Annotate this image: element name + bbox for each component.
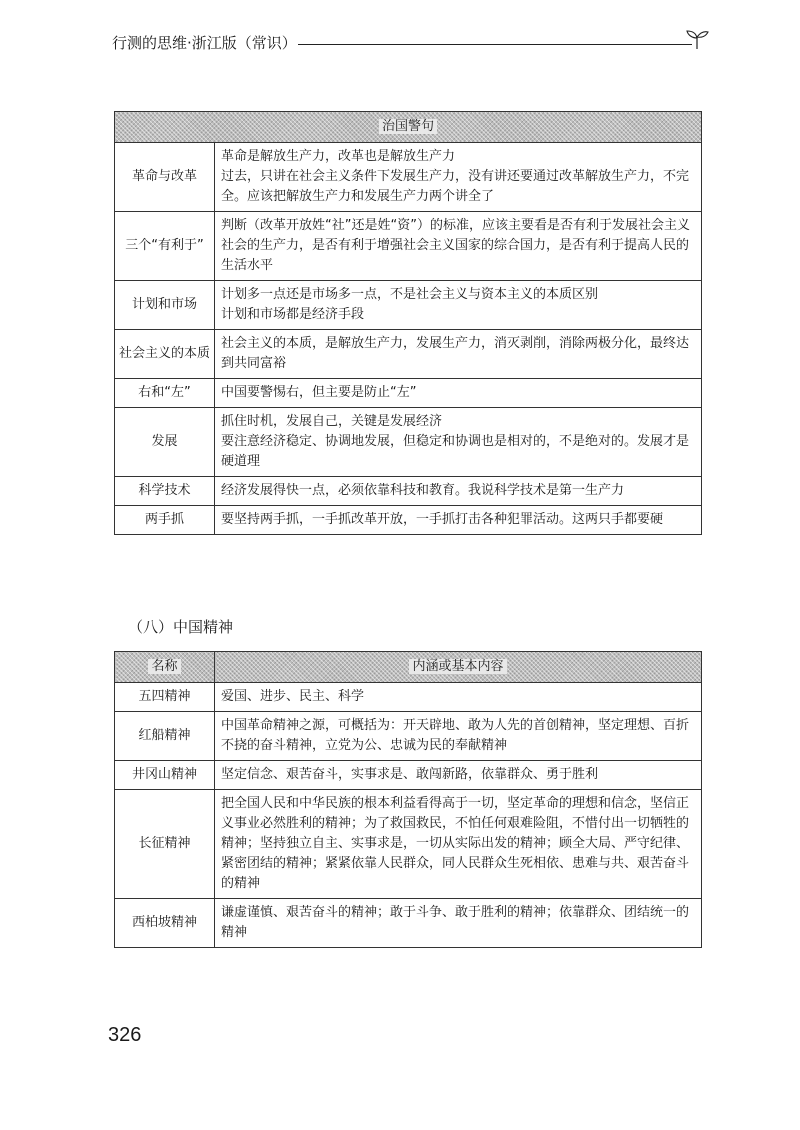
- row-description: [215, 212, 702, 281]
- row-description: [215, 330, 702, 379]
- description-line: 计划和市场都是经济手段: [221, 307, 365, 322]
- row-description: 中国革命精神之源，可概括为：开天辟地、敢为人先的首创精神，坚定理想、百折不挠的奋斗精神，立党为公、忠诚为民的奉献精神: [215, 712, 702, 761]
- description-line: 判断（改革开放姓“社”还是姓“资”）的标准，应该主要看是否有利于发展社会主义社会的生产力，是否有利于增强社会主义国家的综合国力，是否有利于提高人民的生活水平: [221, 218, 690, 273]
- row-description: [215, 143, 702, 212]
- row-description: [215, 281, 702, 330]
- row-term: 发展: [115, 408, 215, 477]
- governance-quotes-table: [114, 111, 702, 535]
- row-description: 把全国人民和中华民族的根本利益看得高于一切，坚定革命的理想和信念，坚信正义事业必然胜利的精神；为了救国救民，不怕任何艰难险阻，不惜付出一切牺牲的精神；坚持独立自主、实事求是，一切从实际出发的精神；顾全大局、严守纪律、紧密团结的精神；紧紧依靠人民群众，同人民群众生死相依、患难与共、艰苦奋斗的精神: [215, 790, 702, 899]
- column-header-name-label: 名称: [148, 659, 180, 674]
- table-row: [115, 143, 702, 212]
- table-row: [115, 330, 702, 379]
- table-row: [115, 899, 702, 948]
- row-term: 长征精神: [115, 790, 215, 899]
- running-header: [112, 30, 712, 60]
- description-line: 革命是解放生产力，改革也是解放生产力: [221, 149, 456, 164]
- row-description: 谦虚谨慎、艰苦奋斗的精神；敢于斗争、敢于胜利的精神；依靠群众、团结统一的精神: [215, 899, 702, 948]
- description-line: 中国要警惕右，但主要是防止“左”: [221, 385, 417, 400]
- description-line: 社会主义的本质，是解放生产力，发展生产力，消灭剥削，消除两极分化，最终达到共同富裕: [221, 336, 690, 371]
- column-header-name: [115, 652, 215, 683]
- row-term: 科学技术: [115, 477, 215, 506]
- table-row: [115, 281, 702, 330]
- description-line: 经济发展得快一点，必须依靠科技和教育。我说科学技术是第一生产力: [221, 483, 625, 498]
- section-heading: （八）中国精神: [128, 618, 234, 636]
- header-rule: [298, 44, 692, 45]
- column-header-content-label: 内涵或基本内容: [409, 659, 506, 674]
- row-term: 红船精神: [115, 712, 215, 761]
- row-description: [215, 477, 702, 506]
- row-description: [215, 408, 702, 477]
- description-line: 要坚持两手抓，一手抓改革开放，一手抓打击各种犯罪活动。这两只手都要硬: [221, 512, 664, 527]
- row-term: 井冈山精神: [115, 761, 215, 790]
- table-header-row: [115, 112, 702, 143]
- description-line: 计划多一点还是市场多一点，不是社会主义与资本主义的本质区别: [221, 287, 599, 302]
- description-line: 过去，只讲在社会主义条件下发展生产力，没有讲还要通过改革解放生产力，不完全。应该把解放生产力和发展生产力两个讲全了: [221, 169, 690, 204]
- row-description: 爱国、进步、民主、科学: [215, 683, 702, 712]
- table-header-row: [115, 652, 702, 683]
- row-term: 计划和市场: [115, 281, 215, 330]
- table-row: [115, 212, 702, 281]
- table-header-label: 治国警句: [379, 119, 437, 134]
- description-line: 抓住时机，发展自己，关键是发展经济: [221, 414, 443, 429]
- chinese-spirit-table: [114, 651, 702, 948]
- table-row: [115, 408, 702, 477]
- row-description: [215, 379, 702, 408]
- page-number: 326: [108, 1024, 142, 1046]
- row-term: 五四精神: [115, 683, 215, 712]
- table-row: [115, 506, 702, 535]
- table-row: [115, 761, 702, 790]
- row-term: 三个“有利于”: [115, 212, 215, 281]
- row-term: 两手抓: [115, 506, 215, 535]
- table-row: [115, 379, 702, 408]
- row-term: 右和“左”: [115, 379, 215, 408]
- running-header-title: 行测的思维·浙江版（常识）: [112, 34, 297, 52]
- table-row: [115, 790, 702, 899]
- sprout-icon: [684, 28, 710, 50]
- row-term: 革命与改革: [115, 143, 215, 212]
- row-term: 社会主义的本质: [115, 330, 215, 379]
- description-line: 要注意经济稳定、协调地发展，但稳定和协调也是相对的，不是绝对的。发展才是硬道理: [221, 434, 690, 469]
- table-header: [115, 112, 702, 143]
- row-term: 西柏坡精神: [115, 899, 215, 948]
- row-description: 坚定信念、艰苦奋斗，实事求是、敢闯新路，依靠群众、勇于胜利: [215, 761, 702, 790]
- table-row: [115, 477, 702, 506]
- row-description: [215, 506, 702, 535]
- table-row: [115, 683, 702, 712]
- table-row: [115, 712, 702, 761]
- column-header-content: [215, 652, 702, 683]
